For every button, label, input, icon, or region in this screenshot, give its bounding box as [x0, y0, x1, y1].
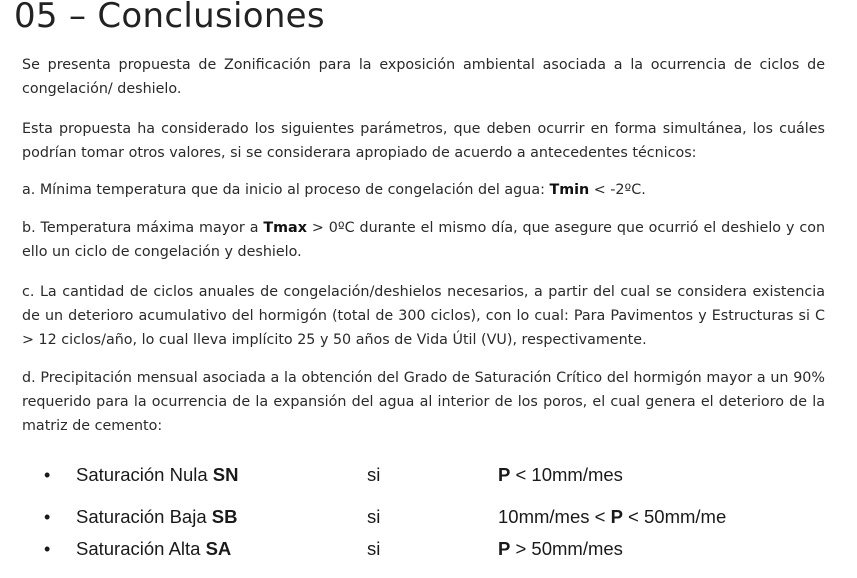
paragraph-parameters: Esta propuesta ha considerado los siguientes parámetros, que deben ocurrir en forma simultánea, los cuáles podrían tomar otros valores, si se considerara apropiado de acuerdo a antecedentes técnicos: — [22, 121, 825, 161]
condition-pre: 10mm/mes < — [498, 506, 611, 527]
list-item — [0, 503, 857, 531]
condition-variable: P — [610, 506, 623, 527]
condition-variable: P — [498, 464, 511, 485]
list-item — [0, 535, 857, 563]
saturation-name — [76, 461, 238, 489]
saturation-label: Saturación Baja — [76, 506, 212, 527]
tmin-label: Tmin — [549, 182, 590, 198]
tmin-text-pre: a. Mínima temperatura que da inicio al proceso de congelación del agua: — [22, 182, 550, 198]
saturation-condition — [498, 535, 623, 563]
paragraph-b-tmax — [22, 216, 825, 264]
paragraph-c-cycles: c. La cantidad de ciclos anuales de congelación/deshielos necesarios, a partir del cual se considera existencia de un deterioro acumulativo del hormigón (total de 300 ciclos), con lo cual: Para Pavimentos y Estructuras si C > 12 ciclos/año, lo cual lleva implícito 25 y 50 años de Vida Útil (VU), respectivamente. — [22, 284, 825, 348]
saturation-condition — [498, 461, 623, 489]
condition-connector: si — [367, 506, 381, 527]
tmax-text-pre: b. Temperatura máxima mayor a — [22, 220, 264, 236]
condition-post: < 50mm/me — [622, 506, 727, 527]
paragraph-intro: Se presenta propuesta de Zonificación para la exposición ambiental asociada a la ocurrencia de ciclos de congelación/ deshielo. — [22, 57, 825, 97]
bullet-icon: • — [44, 539, 51, 559]
page-title: 05 – Conclusiones — [14, 0, 325, 36]
tmin-text-post: < -2ºC. — [589, 182, 646, 198]
saturation-name — [76, 503, 237, 531]
saturation-condition — [498, 503, 726, 531]
saturation-label: Saturación Alta — [76, 538, 206, 559]
list-item — [0, 461, 857, 489]
tmax-label: Tmax — [263, 220, 307, 236]
condition-variable: P — [498, 538, 511, 559]
bullet-icon: • — [44, 507, 51, 527]
tmax-text-post: > 0ºC durante el mismo día, que asegure que ocurrió el deshielo y con ello un ciclo de congelación y deshielo. — [22, 220, 825, 260]
saturation-abbr: SA — [205, 538, 232, 559]
condition-post: < 10mm/mes — [510, 464, 623, 485]
condition-connector: si — [367, 538, 381, 559]
saturation-abbr: SN — [212, 464, 239, 485]
saturation-abbr: SB — [211, 506, 238, 527]
saturation-name — [76, 535, 231, 563]
paragraph-a-tmin — [22, 178, 825, 202]
bullet-icon: • — [44, 465, 51, 485]
saturation-label: Saturación Nula — [76, 464, 213, 485]
paragraph-d-precipitation: d. Precipitación mensual asociada a la obtención del Grado de Saturación Crítico del hormigón mayor a un 90% requerido para la ocurrencia de la expansión del agua al interior de los poros, el cual genera el deterioro de la matriz de cemento: — [22, 370, 825, 434]
condition-post: > 50mm/mes — [510, 538, 623, 559]
condition-connector: si — [367, 464, 381, 485]
